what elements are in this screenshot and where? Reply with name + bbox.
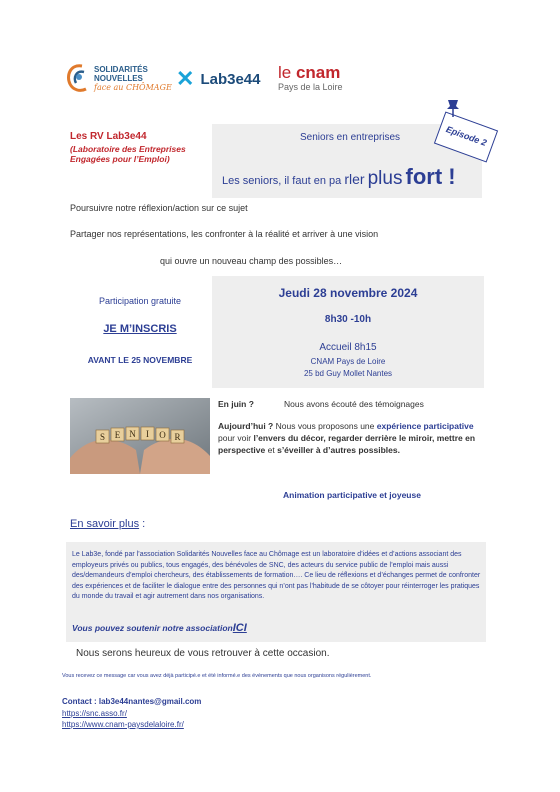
event-venue: CNAM Pays de Loire [310,357,386,366]
snc-mark-icon [64,62,90,94]
cnam-sub: Pays de la Loire [278,82,343,92]
snc-line3: face au CHÔMAGE [94,82,172,92]
envers-text: l’envers du décor, regarder derrière le miroir, mettre en perspective [218,433,476,455]
eveiller-text: s’éveiller à d’autres possibles. [277,445,400,455]
tile-letter: E [114,430,121,440]
episode-stamp: Episode 2 [434,111,498,162]
event-accueil: Accueil 8h15 [319,342,377,353]
topic-title: Seniors en entreprises [300,132,401,143]
juin-label: En juin ? [218,399,254,409]
deadline-label: AVANT LE 25 NOVEMBRE [87,355,193,365]
event-time: 8h30 -10h [324,314,372,325]
cnam-logo [278,64,343,92]
info-text: Le Lab3e, fondé par l’association Solidarités Nouvelles face au Chômage est un laboratoire d’idées et d’actions associant des employeurs privés ou publics, tous engagés, des bénévoles de SNC, des acteurs du service public de l’emploi mais aussi des/demandeurs d’emploi chercheurs, des établissements de formation…. Ce lieu de réflexions et d’échanges permet de confronter des expériences et de faciliter le dialogue entre des personnes qui n’ont pas l’habitude de se côtoyer pour réinterroger les pratiques du monde du travail et agir autrement dans nos organisations. [72,551,481,600]
hands-illustration [70,398,210,474]
intro-line-1: Poursuivre notre réflexion/action sur ce sujet [70,203,248,213]
soutenir-line [72,622,247,634]
contact-email[interactable]: Contact : lab3e44nantes@gmail.com [62,697,202,706]
intro-line-2: Partager nos représentations, les confronter à la réalité et arriver à une vision [70,229,379,239]
tagline [222,164,456,190]
snc-link[interactable]: https://snc.asso.fr/ [62,709,127,718]
snc-line2: NOUVELLES [94,73,143,83]
cnam-le: le [278,63,292,82]
animation-label: Animation participative et joyeuse [283,490,421,500]
tagline-mid2: plus [367,168,403,189]
register-link[interactable]: JE M’INSCRIS [103,323,177,335]
rv-title: Les RV Lab3e44 [70,131,147,142]
aujourdhui-label: Aujourd’hui ? [218,421,274,431]
senior-tiles-photo [70,398,210,474]
ici-link[interactable]: ICI [232,622,247,634]
event-box [212,276,484,388]
program-paragraph [218,420,486,456]
snc-line1: SOLIDARITÉS [94,64,148,74]
pushpin-icon [444,98,462,118]
rv-subtitle: (Laboratoire des Entreprises Engagées pour l’Emploi) [70,144,186,164]
snc-logo [64,62,172,94]
tile-letter: S [99,432,106,442]
tile-letter: N [129,429,136,439]
tile-letter: I [146,429,149,439]
info-box [66,542,486,642]
event-address: 25 bd Guy Mollet Nantes [303,369,393,378]
aujourdhui-pre: Nous vous proposons une [275,421,375,431]
cnam-link[interactable]: https://www.cnam-paysdelaloire.fr/ [62,720,184,729]
pour-voir: pour voir [218,433,252,443]
intro-line-3: qui ouvre un nouveau champ des possibles… [160,256,343,266]
lab-star-icon: ✕ [176,66,195,91]
soutenir-text: Vous pouvez soutenir notre association [72,623,233,633]
savoir-plus-colon: : [139,518,146,530]
experience-text: expérience participative [376,421,474,431]
closing-text: Nous serons heureux de vous retrouver à cette occasion. [76,648,330,659]
logo-bar [64,62,504,100]
cnam-name: cnam [295,63,341,82]
tile-letter: R [174,432,181,442]
tagline-mid: rler [344,171,365,187]
event-date: Jeudi 28 novembre 2024 [278,286,418,300]
tagline-big: fort ! [405,164,456,189]
tile-letter: O [159,430,166,440]
recipient-notice: Vous recevez ce message car vous avez déjà participé.e et été informé.e des évènements que nous organisons régulièrement. [62,673,372,679]
juin-text: Nous avons écouté des témoignages [284,399,424,409]
lab3e44-logo [176,68,260,90]
tagline-small: Les seniors, il faut en pa [222,175,342,187]
lab-name: Lab3e44 [200,70,261,88]
savoir-plus-heading [70,518,145,530]
savoir-plus-label: En savoir plus [70,518,140,530]
participation-label: Participation gratuite [98,296,182,306]
et-text: et [267,445,275,455]
